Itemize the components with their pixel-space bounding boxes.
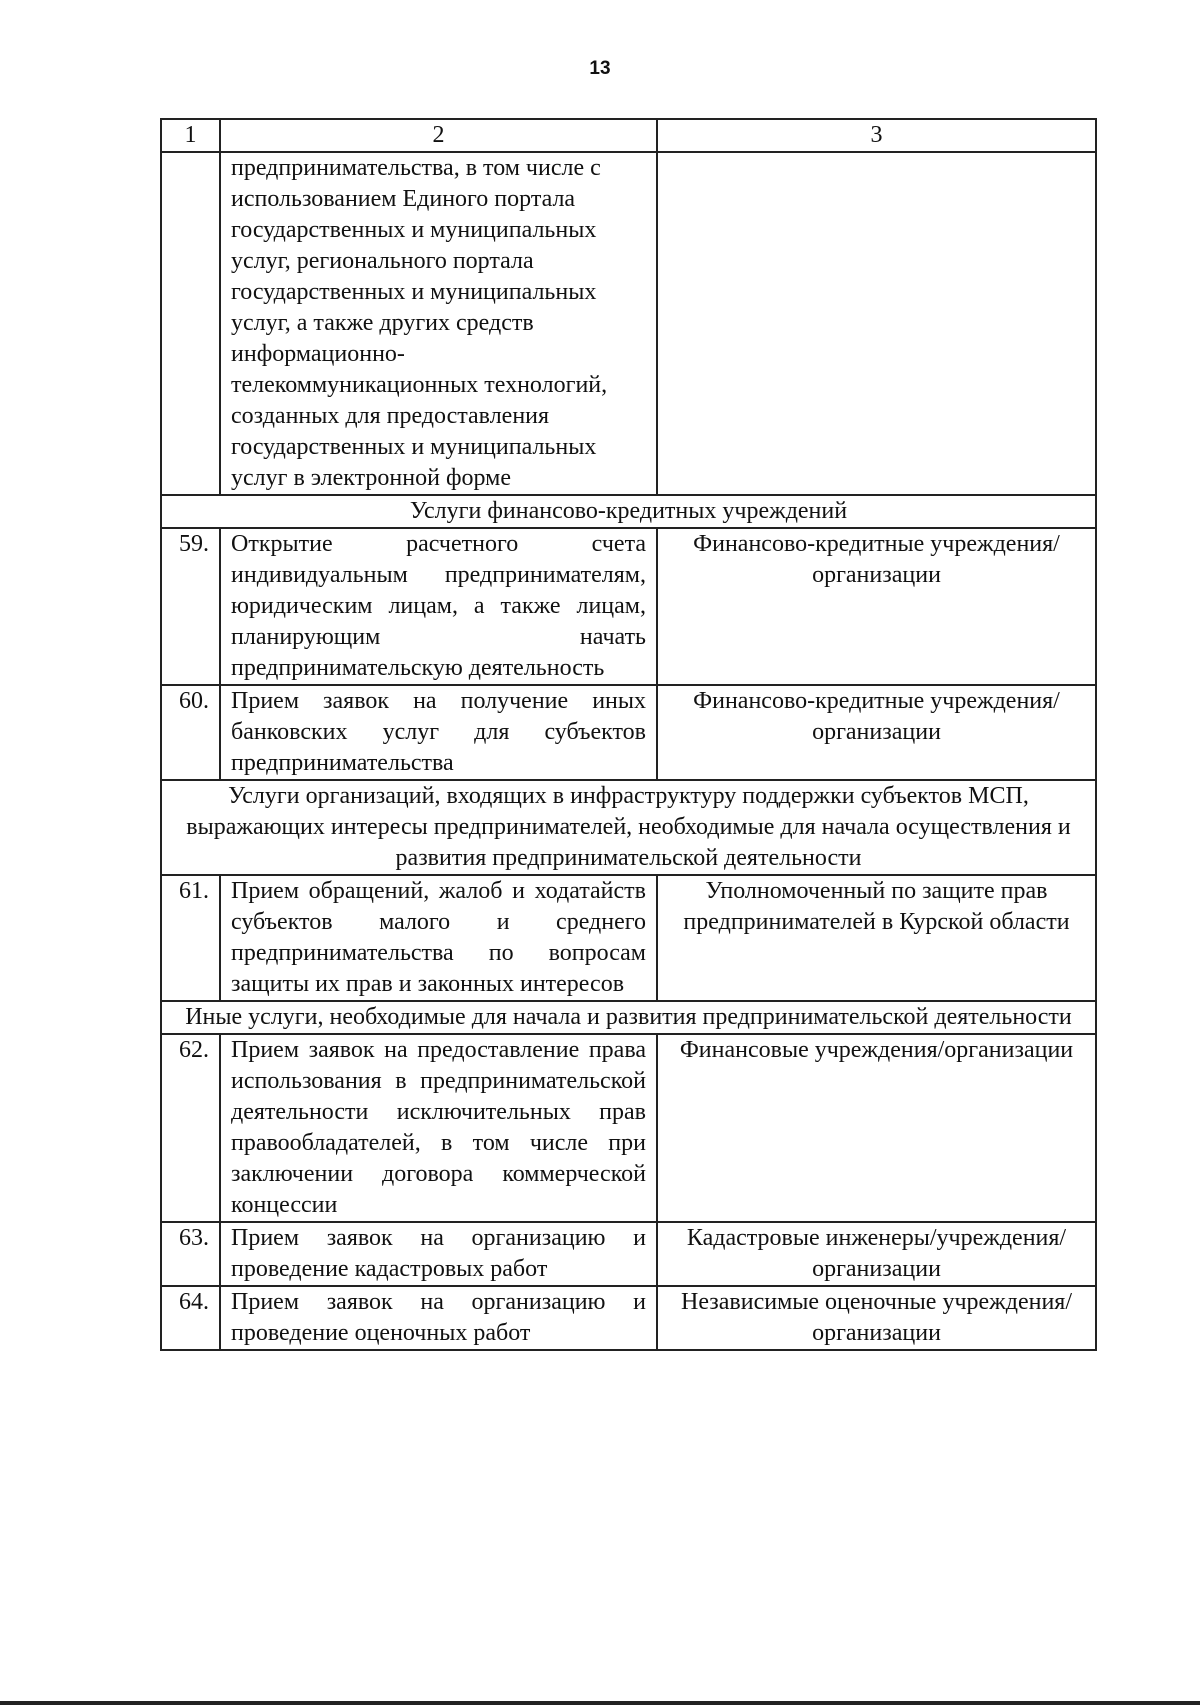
header-col-1: 1 [161, 119, 220, 152]
section-row-infrastructure [161, 780, 1096, 875]
row-number [161, 152, 220, 495]
table-row [161, 685, 1096, 780]
table-row [161, 1286, 1096, 1350]
service-description: Открытие расчетного счета индивидуальным предпринимателям, юридическим лицам, а также лицам, планирующим начать предпринимательскую деятельность [220, 528, 657, 685]
table-row [161, 1222, 1096, 1286]
service-description: Прием заявок на предоставление права использования в предпринимательской деятельности исключительных прав правообладателей, в том числе при заключении договора коммерческой концессии [220, 1034, 657, 1222]
row-number: 59. [161, 528, 220, 685]
row-number: 60. [161, 685, 220, 780]
provider-cell: Финансово-кредитные учреждения/организации [657, 528, 1096, 685]
header-col-2: 2 [220, 119, 657, 152]
scan-edge-line [0, 1701, 1200, 1705]
service-description: Прием заявок на получение иных банковских услуг для субъектов предпринимательства [220, 685, 657, 780]
provider-cell: Финансовые учреждения/организации [657, 1034, 1096, 1222]
service-description: Прием заявок на организацию и проведение оценочных работ [220, 1286, 657, 1350]
section-row-financial [161, 495, 1096, 528]
services-table [160, 118, 1097, 1351]
table-row [161, 1034, 1096, 1222]
service-description: Прием обращений, жалоб и ходатайств субъектов малого и среднего предпринимательства по вопросам защиты их прав и законных интересов [220, 875, 657, 1001]
section-title: Услуги финансово-кредитных учреждений [161, 495, 1096, 528]
provider-cell: Кадастровые инженеры/учреждения/организации [657, 1222, 1096, 1286]
provider-cell: Финансово-кредитные учреждения/организации [657, 685, 1096, 780]
row-number: 61. [161, 875, 220, 1001]
provider-cell: Независимые оценочные учреждения/организации [657, 1286, 1096, 1350]
row-number: 63. [161, 1222, 220, 1286]
provider-cell: Уполномоченный по защите прав предпринимателей в Курской области [657, 875, 1096, 1001]
table-row [161, 528, 1096, 685]
row-number: 64. [161, 1286, 220, 1350]
table-row [161, 875, 1096, 1001]
header-col-3: 3 [657, 119, 1096, 152]
service-description: Прием заявок на организацию и проведение кадастровых работ [220, 1222, 657, 1286]
section-title: Услуги организаций, входящих в инфраструктуру поддержки субъектов МСП, выражающих интересы предпринимателей, необходимые для начала осуществления и развития предпринимательской деятельности [161, 780, 1096, 875]
table-row-continuation [161, 152, 1096, 495]
row-number: 62. [161, 1034, 220, 1222]
provider-cell [657, 152, 1096, 495]
service-description: предпринимательства, в том числе с использованием Единого портала государственных и муниципальных услуг, регионального портала государственных и муниципальных услуг, а также других средств информационно-телекоммуникационных технологий, созданных для предоставления государственных и муниципальных услуг в электронной форме [220, 152, 657, 495]
page-number: 13 [589, 58, 611, 79]
section-title: Иные услуги, необходимые для начала и развития предпринимательской деятельности [161, 1001, 1096, 1034]
section-row-other [161, 1001, 1096, 1034]
table-header-row [161, 119, 1096, 152]
